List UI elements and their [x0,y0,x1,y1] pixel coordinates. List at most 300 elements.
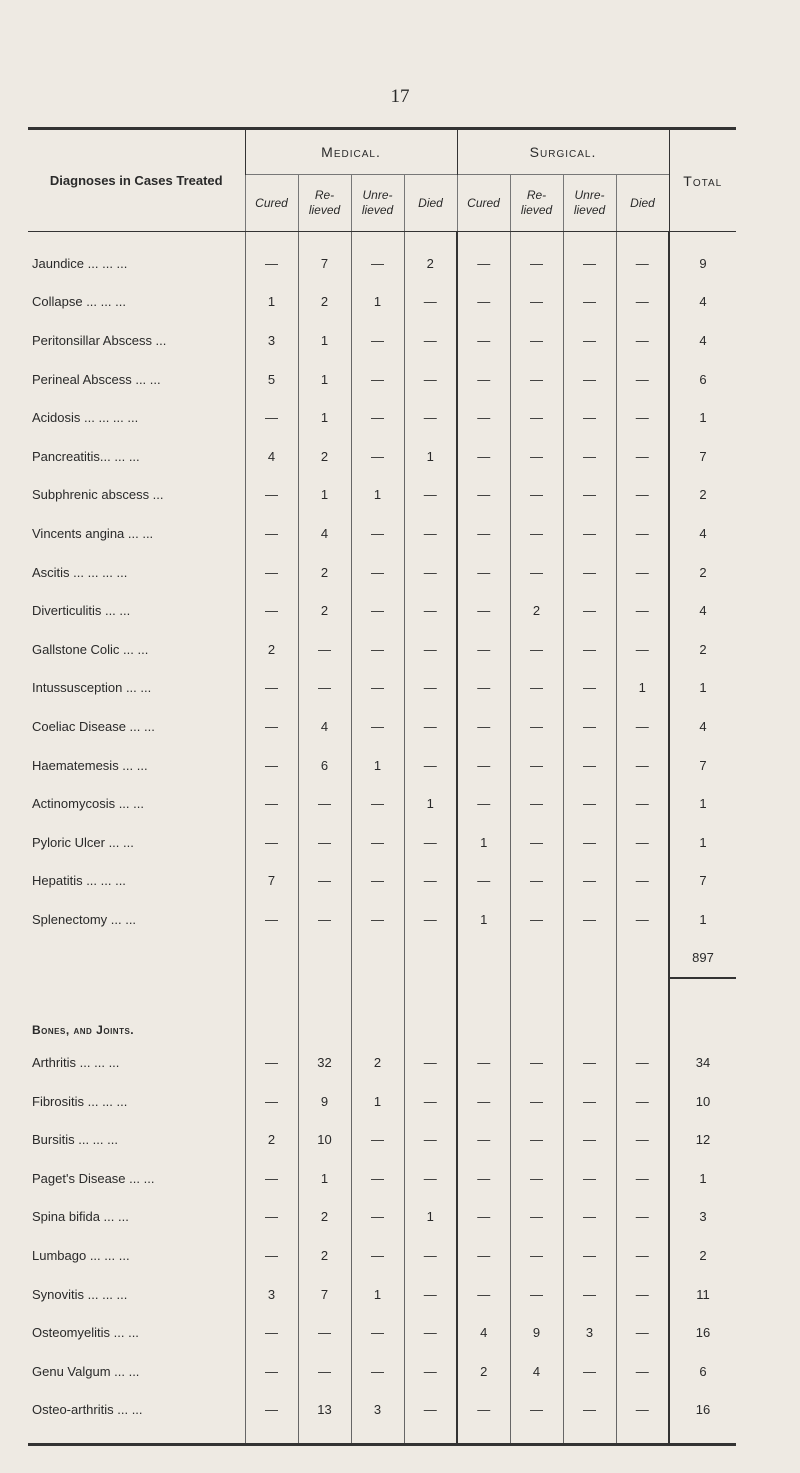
row-total: 16 [669,1391,736,1430]
value-cell: — [245,244,298,283]
value-cell: — [616,1313,669,1352]
value-cell: 2 [298,283,351,322]
diagnosis-label: Bursitis ... ... ... [32,1132,118,1148]
value-cell: — [245,514,298,553]
row-total: 7 [669,437,736,476]
diagnosis-label: Collapse ... ... ... [32,294,126,310]
value-cell: — [563,1082,616,1121]
value-cell: — [563,669,616,708]
value-cell: — [245,746,298,785]
diagnoses-header: Diagnoses in Cases Treated [28,129,245,232]
value-cell: — [351,591,404,630]
value-cell: — [245,398,298,437]
value-cell: — [457,1120,510,1159]
table-row [28,1082,736,1121]
value-cell: — [510,1159,563,1198]
diagnosis-label: Synovitis ... ... ... [32,1286,128,1302]
value-cell: 2 [298,591,351,630]
row-total: 11 [669,1275,736,1314]
value-cell: — [404,591,457,630]
value-cell: — [510,784,563,823]
value-cell: — [351,823,404,862]
value-cell: — [563,591,616,630]
value-cell: — [298,630,351,669]
value-cell: — [457,1159,510,1198]
row-total: 34 [669,1043,736,1082]
value-cell: 2 [298,553,351,592]
value-cell: — [616,476,669,515]
value-cell: — [457,553,510,592]
diagnosis-label: Spina bifida ... ... [32,1209,129,1225]
row-total: 2 [669,630,736,669]
table-row [28,283,736,322]
value-cell: 1 [351,1275,404,1314]
row-total: 9 [669,244,736,283]
value-cell: 6 [298,746,351,785]
value-cell: — [616,514,669,553]
value-cell: 5 [245,360,298,399]
value-cell: — [298,1313,351,1352]
value-cell: — [351,398,404,437]
value-cell: — [351,630,404,669]
row-total: 2 [669,476,736,515]
row-total: 10 [669,1082,736,1121]
value-cell: — [457,1082,510,1121]
diagnosis-label: Diverticulitis ... ... [32,603,131,619]
value-cell: — [351,707,404,746]
value-cell: — [457,1043,510,1082]
value-cell: 9 [298,1082,351,1121]
value-cell: — [404,1043,457,1082]
value-cell: — [404,1082,457,1121]
diagnosis-label: Osteomyelitis ... ... [32,1325,139,1341]
value-cell: — [510,1120,563,1159]
row-total: 4 [669,283,736,322]
value-cell: — [616,630,669,669]
value-cell: 1 [404,784,457,823]
table-row [28,1236,736,1275]
medical-relieved-header: Re- lieved [298,175,351,232]
value-cell: — [563,1043,616,1082]
value-cell: 1 [351,746,404,785]
row-total: 1 [669,1159,736,1198]
value-cell: — [510,823,563,862]
value-cell: — [563,1198,616,1237]
surgical-cured-header: Cured [457,175,510,232]
value-cell: — [404,476,457,515]
surgical-relieved-header: Re- lieved [510,175,563,232]
diagnosis-label: Gallstone Colic ... ... [32,641,149,657]
value-cell: — [351,1352,404,1391]
value-cell: — [457,1391,510,1430]
value-cell: — [563,823,616,862]
table-row [28,398,736,437]
value-cell: 2 [510,591,563,630]
value-cell: — [404,1236,457,1275]
row-total: 7 [669,862,736,901]
value-cell: — [510,1043,563,1082]
value-cell: — [510,1236,563,1275]
value-cell: — [563,1159,616,1198]
value-cell: — [616,1120,669,1159]
medical-died-header: Died [404,175,457,232]
diagnosis-label: Pyloric Ulcer ... ... [32,834,134,850]
value-cell: — [510,862,563,901]
value-cell: — [616,1043,669,1082]
value-cell: 2 [298,437,351,476]
value-cell: — [616,591,669,630]
value-cell: — [563,244,616,283]
value-cell: 10 [298,1120,351,1159]
value-cell: — [351,1120,404,1159]
value-cell: — [404,862,457,901]
value-cell: — [510,283,563,322]
value-cell: — [563,784,616,823]
value-cell: — [510,707,563,746]
value-cell: — [510,437,563,476]
value-cell: — [616,900,669,939]
value-cell: — [404,360,457,399]
value-cell: — [457,398,510,437]
value-cell: — [245,900,298,939]
value-cell: — [351,1236,404,1275]
value-cell: — [616,360,669,399]
diagnosis-label: Hepatitis ... ... ... [32,873,126,889]
value-cell: — [510,900,563,939]
row-total: 1 [669,669,736,708]
diagnosis-label: Lumbago ... ... ... [32,1248,130,1264]
table-row [28,1275,736,1314]
value-cell: — [351,669,404,708]
row-total: 1 [669,900,736,939]
value-cell: — [563,1391,616,1430]
value-cell: — [457,707,510,746]
value-cell: — [457,283,510,322]
diagnosis-label: Fibrositis ... ... ... [32,1093,128,1109]
row-total: 16 [669,1313,736,1352]
value-cell: 3 [351,1391,404,1430]
surgical-unrelieved-header: Unre- lieved [563,175,616,232]
diagnosis-label: Haematemesis ... ... [32,757,148,773]
table-row [28,476,736,515]
value-cell: — [510,244,563,283]
value-cell: — [351,321,404,360]
value-cell: — [404,321,457,360]
value-cell: — [510,630,563,669]
value-cell: — [351,244,404,283]
value-cell: — [298,784,351,823]
value-cell: — [616,398,669,437]
value-cell: — [245,1352,298,1391]
value-cell: — [404,514,457,553]
value-cell: — [457,862,510,901]
value-cell: 1 [245,283,298,322]
table-row [28,437,736,476]
value-cell: — [510,398,563,437]
value-cell: — [616,707,669,746]
row-total: 2 [669,553,736,592]
value-cell: — [404,1120,457,1159]
surgical-died-header: Died [616,175,669,232]
row-total: 3 [669,1198,736,1237]
value-cell: — [616,321,669,360]
value-cell: — [457,746,510,785]
value-cell: — [457,514,510,553]
value-cell: — [616,784,669,823]
table-row [28,669,736,708]
row-total: 4 [669,514,736,553]
bones-joints-rows [28,939,736,1044]
value-cell: — [457,476,510,515]
diagnosis-label: Jaundice ... ... ... [32,255,128,271]
value-cell: 2 [298,1236,351,1275]
value-cell: — [457,360,510,399]
value-cell: — [298,900,351,939]
table-row [28,862,736,901]
value-cell: — [298,862,351,901]
value-cell: 9 [510,1313,563,1352]
value-cell: — [563,476,616,515]
value-cell: — [563,630,616,669]
medical-surgical-rows [28,232,736,939]
value-cell: — [298,823,351,862]
value-cell: — [563,862,616,901]
value-cell: — [616,1236,669,1275]
value-cell: — [510,476,563,515]
diagnosis-label: Subphrenic abscess ... [32,487,164,503]
value-cell: 4 [510,1352,563,1391]
row-total: 4 [669,321,736,360]
table-row [28,746,736,785]
table-row [28,514,736,553]
value-cell: — [616,1198,669,1237]
value-cell: — [457,1275,510,1314]
table-row [28,591,736,630]
row-total: 12 [669,1120,736,1159]
row-total: 6 [669,360,736,399]
value-cell: — [616,553,669,592]
value-cell: — [245,1082,298,1121]
value-cell: 1 [298,360,351,399]
diagnosis-label: Vincents angina ... ... [32,525,154,541]
value-cell: — [457,244,510,283]
value-cell: — [404,398,457,437]
value-cell: 3 [563,1313,616,1352]
row-total: 4 [669,707,736,746]
value-cell: 1 [351,476,404,515]
value-cell: — [510,746,563,785]
value-cell: — [245,784,298,823]
value-cell: 1 [404,1198,457,1237]
diagnosis-label: Peritonsillar Abscess ... [32,332,167,348]
diagnosis-label: Perineal Abscess ... ... [32,371,161,387]
value-cell: — [510,1082,563,1121]
total-header: Total [669,129,736,232]
diagnosis-label: Acidosis ... ... ... ... [32,410,139,426]
diagnosis-label: Arthritis ... ... ... [32,1055,120,1071]
value-cell: — [404,1275,457,1314]
value-cell: — [563,321,616,360]
value-cell: 1 [298,1159,351,1198]
value-cell: 4 [245,437,298,476]
page-number: 17 [390,86,410,107]
value-cell: — [457,784,510,823]
medical-cured-header: Cured [245,175,298,232]
value-cell: — [616,1275,669,1314]
value-cell: — [404,707,457,746]
value-cell: 1 [298,321,351,360]
value-cell: 4 [298,707,351,746]
value-cell: — [404,1313,457,1352]
value-cell: 2 [245,1120,298,1159]
value-cell: — [510,669,563,708]
value-cell: — [245,669,298,708]
value-cell: — [404,1391,457,1430]
value-cell: — [404,1159,457,1198]
value-cell: 32 [298,1043,351,1082]
value-cell: — [563,1120,616,1159]
value-cell: — [351,1313,404,1352]
value-cell: 7 [245,862,298,901]
value-cell: — [616,1391,669,1430]
row-total: 1 [669,823,736,862]
value-cell: — [457,321,510,360]
row-total: 4 [669,591,736,630]
table-row [28,784,736,823]
value-cell: — [563,398,616,437]
row-total: 6 [669,1352,736,1391]
table-row [28,553,736,592]
value-cell: 2 [404,244,457,283]
value-cell: — [404,900,457,939]
value-cell: — [616,1352,669,1391]
value-cell: 7 [298,1275,351,1314]
value-cell: — [563,360,616,399]
diagnosis-label: Osteo-arthritis ... ... [32,1402,143,1418]
value-cell: — [245,476,298,515]
value-cell: — [404,630,457,669]
value-cell: — [510,553,563,592]
value-cell: — [404,823,457,862]
value-cell: 1 [404,437,457,476]
value-cell: 4 [298,514,351,553]
value-cell: — [563,1352,616,1391]
value-cell: — [510,321,563,360]
value-cell: — [351,514,404,553]
value-cell: 4 [457,1313,510,1352]
value-cell: — [245,553,298,592]
row-total: 7 [669,746,736,785]
value-cell: 1 [457,900,510,939]
table-row [28,1352,736,1391]
table-row [28,360,736,399]
medical-header: Medical. [245,129,457,175]
table-row [28,1120,736,1159]
diagnosis-label: Coeliac Disease ... ... [32,718,155,734]
value-cell: — [563,1236,616,1275]
value-cell: — [404,553,457,592]
diagnosis-label: Genu Valgum ... ... [32,1363,140,1379]
subtotal-value: 897 [669,939,736,979]
value-cell: — [616,437,669,476]
diagnosis-label: Actinomycosis ... ... [32,796,144,812]
table-row [28,1159,736,1198]
value-cell: — [245,1236,298,1275]
diagnoses-table [28,127,736,1446]
value-cell: — [616,1159,669,1198]
value-cell: — [351,862,404,901]
table-row [28,630,736,669]
diagnosis-label: Splenectomy ... ... [32,911,137,927]
value-cell: — [457,591,510,630]
value-cell: — [616,823,669,862]
value-cell: 7 [298,244,351,283]
row-total: 1 [669,398,736,437]
value-cell: 2 [298,1198,351,1237]
value-cell: — [245,707,298,746]
value-cell: — [457,1236,510,1275]
value-cell: — [616,283,669,322]
value-cell: — [351,360,404,399]
value-cell: — [563,553,616,592]
value-cell: — [616,862,669,901]
value-cell: 13 [298,1391,351,1430]
value-cell: — [404,746,457,785]
value-cell: — [351,553,404,592]
value-cell: — [245,823,298,862]
value-cell: — [351,1159,404,1198]
table-row [28,1198,736,1237]
value-cell: 2 [245,630,298,669]
table-row [28,823,736,862]
value-cell: — [510,1391,563,1430]
value-cell: — [563,283,616,322]
value-cell: — [457,669,510,708]
value-cell: — [245,1159,298,1198]
value-cell: 2 [457,1352,510,1391]
value-cell: — [616,746,669,785]
medical-unrelieved-header: Unre- lieved [351,175,404,232]
value-cell: — [510,1198,563,1237]
value-cell: — [563,514,616,553]
value-cell: — [616,244,669,283]
value-cell: — [298,1352,351,1391]
value-cell: — [563,437,616,476]
value-cell: — [245,1043,298,1082]
table-row [28,1391,736,1430]
value-cell: — [351,437,404,476]
row-total: 2 [669,1236,736,1275]
value-cell: — [457,630,510,669]
value-cell: — [563,746,616,785]
value-cell: — [404,1352,457,1391]
value-cell: — [245,1391,298,1430]
value-cell: — [563,707,616,746]
section-title-bones-joints: Bones, and Joints. [32,1023,135,1038]
value-cell: 2 [351,1043,404,1082]
table-row [28,1043,736,1082]
value-cell: — [351,900,404,939]
diagnosis-label: Ascitis ... ... ... ... [32,564,128,580]
value-cell: 1 [298,476,351,515]
value-cell: — [616,1082,669,1121]
value-cell: 3 [245,321,298,360]
value-cell: 3 [245,1275,298,1314]
table-row [28,244,736,283]
value-cell: — [404,283,457,322]
value-cell: — [298,669,351,708]
diagnosis-label: Intussusception ... ... [32,680,152,696]
